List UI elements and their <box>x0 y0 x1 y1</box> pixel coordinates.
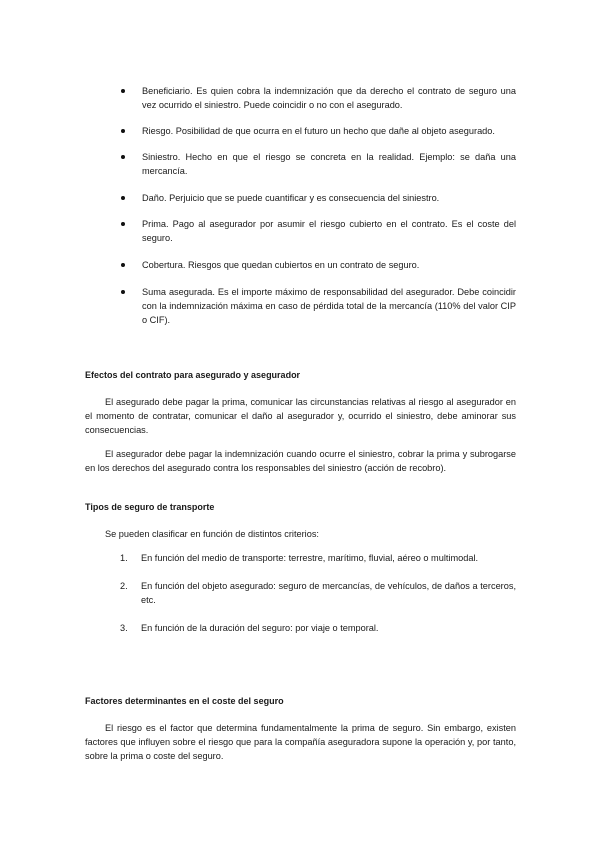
list-number: 3. <box>120 623 128 633</box>
list-item <box>115 124 516 138</box>
factores-paragraph-1: El riesgo es el factor que determina fundamentalmente la prima de seguro. Sin embargo, existen factores que influyen sobre el riesgo que para la compañía aseguradora supone la operación y, por tanto, sobre la prima o coste del seguro. <box>85 723 516 761</box>
bullet-icon <box>121 89 125 93</box>
efectos-heading: Efectos del contrato para asegurado y asegurador <box>85 370 301 380</box>
bullet-icon <box>121 263 125 267</box>
efectos-paragraph-1: El asegurado debe pagar la prima, comunicar las circunstancias relativas al riesgo al asegurador en el momento de contratar, comunicar el daño al asegurador y, ocurrido el siniestro, debe aminorar sus consecuencias. <box>85 397 516 435</box>
definition-text: Siniestro. Hecho en que el riesgo se concreta en la realidad. Ejemplo: se daña una mercancía. <box>142 152 516 176</box>
list-item <box>115 258 516 272</box>
definition-text: Daño. Perjuicio que se puede cuantificar y es consecuencia del siniestro. <box>142 193 440 203</box>
bullet-icon <box>121 129 125 133</box>
bullet-icon <box>121 290 125 294</box>
list-item-text: En función del objeto asegurado: seguro de mercancías, de vehículos, de daños a terceros, etc. <box>141 581 516 605</box>
definition-text: Cobertura. Riesgos que quedan cubiertos en un contrato de seguro. <box>142 260 420 270</box>
list-item <box>115 191 516 205</box>
efectos-paragraph-2: El asegurador debe pagar la indemnización cuando ocurre el siniestro, cobrar la prima y subrogarse en los derechos del asegurado contra los responsables del siniestro (acción de recobro). <box>85 449 516 473</box>
list-number: 1. <box>120 553 128 563</box>
list-item <box>115 150 516 178</box>
bullet-icon <box>121 196 125 200</box>
list-item-text: En función de la duración del seguro: por viaje o temporal. <box>141 623 379 633</box>
bullet-icon <box>121 155 125 159</box>
definition-text: Suma asegurada. Es el importe máximo de responsabilidad del asegurador. Debe coincidir con la indemnización máxima en caso de pérdida total de la mercancía (110% del valor CIP o CIF). <box>142 287 516 325</box>
bullet-icon <box>121 222 125 226</box>
list-item <box>115 285 516 327</box>
list-number: 2. <box>120 581 128 591</box>
tipos-heading: Tipos de seguro de transporte <box>85 502 215 512</box>
list-item <box>115 217 516 245</box>
definition-text: Beneficiario. Es quien cobra la indemnización que da derecho el contrato de seguro una vez ocurrido el siniestro. Puede coincidir o no con el asegurado. <box>142 86 516 110</box>
list-item <box>115 84 516 112</box>
tipos-intro: Se pueden clasificar en función de distintos criterios: <box>105 529 319 539</box>
definition-text: Riesgo. Posibilidad de que ocurra en el futuro un hecho que dañe al objeto asegurado. <box>142 126 495 136</box>
factores-heading: Factores determinantes en el coste del seguro <box>85 696 284 706</box>
definitions-list <box>115 84 516 339</box>
definition-text: Prima. Pago al asegurador por asumir el riesgo cubierto en el contrato. Es el coste del seguro. <box>142 219 516 243</box>
tipos-list <box>120 551 516 649</box>
list-item-text: En función del medio de transporte: terrestre, marítimo, fluvial, aéreo o multimodal. <box>141 553 479 563</box>
list-item <box>120 551 516 565</box>
list-item <box>120 579 516 607</box>
list-item <box>120 621 516 635</box>
